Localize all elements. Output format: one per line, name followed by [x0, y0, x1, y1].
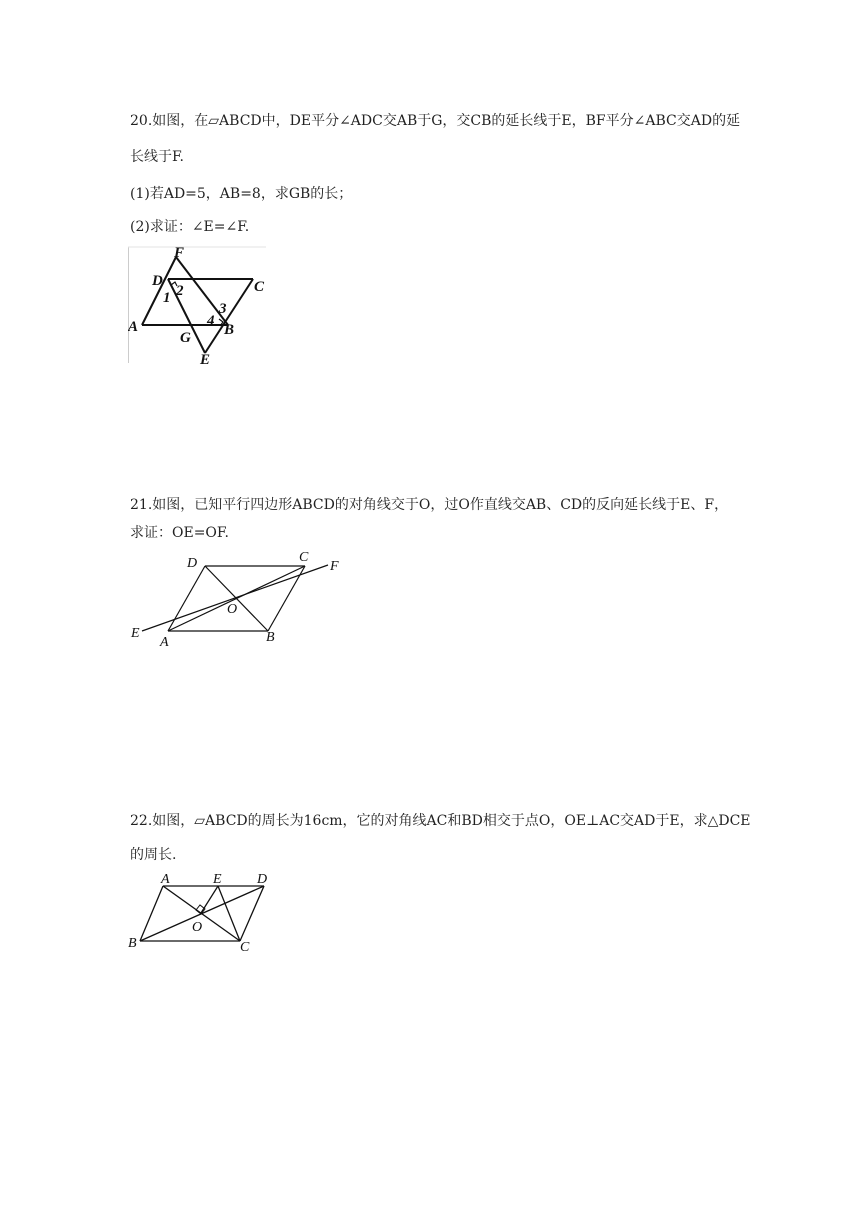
- label-G: G: [180, 330, 191, 346]
- label-F: F: [330, 559, 339, 574]
- label-B: B: [266, 630, 275, 645]
- figure-problem-22: [128, 870, 273, 955]
- problem-20-line-1: 20.如图，在▱ABCD中，DE平分∠ADC交AB于G，交CB的延长线于E，BF平分∠ABC交AD的延: [130, 113, 741, 129]
- figure-problem-20: [128, 245, 268, 370]
- label-C: C: [240, 940, 250, 955]
- problem-20-line-2: 长线于F.: [130, 149, 184, 165]
- label-C: C: [299, 550, 309, 565]
- label-C: C: [254, 279, 265, 295]
- problem-22-line-2: 的周长.: [130, 847, 177, 863]
- label-F: F: [174, 245, 185, 261]
- label-A: A: [128, 319, 139, 335]
- label-O: O: [192, 920, 203, 935]
- angle-1: 1: [163, 290, 171, 306]
- angle-3: 3: [219, 301, 227, 317]
- problem-20-part-2: (2)求证：∠E=∠F.: [130, 219, 250, 235]
- label-D: D: [152, 273, 163, 289]
- label-B: B: [128, 936, 137, 951]
- label-A: A: [160, 635, 169, 650]
- label-D: D: [257, 872, 268, 887]
- label-E: E: [213, 872, 222, 887]
- problem-20-part-1: (1)若AD=5，AB=8，求GB的长；: [130, 186, 353, 202]
- label-D: D: [187, 556, 198, 571]
- problem-21-line-1: 21.如图，已知平行四边形ABCD的对角线交于O，过O作直线交AB、CD的反向延长线于E、F，: [130, 497, 729, 513]
- problem-22-line-1: 22.如图，▱ABCD的周长为16cm，它的对角线AC和BD相交于点O，OE⊥AC交AD于E，求△DCE: [130, 813, 751, 829]
- label-B: B: [224, 322, 235, 338]
- problem-21-line-2: 求证：OE=OF.: [130, 525, 229, 541]
- angle-4: 4: [207, 313, 215, 329]
- angle-2: 2: [176, 283, 184, 299]
- label-E: E: [200, 352, 211, 368]
- label-A: A: [161, 872, 170, 887]
- figure-problem-21: [128, 550, 348, 650]
- label-O: O: [227, 602, 238, 617]
- label-E: E: [131, 626, 140, 641]
